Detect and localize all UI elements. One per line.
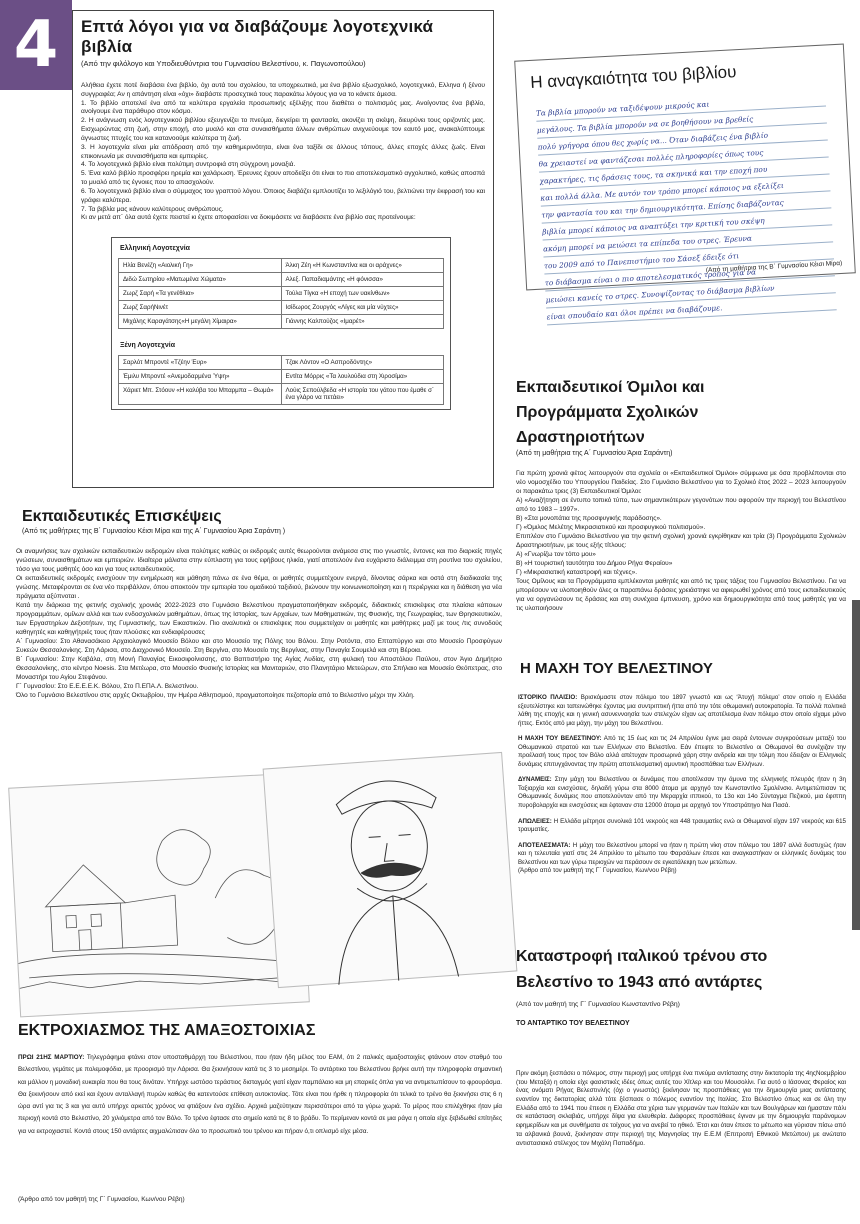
page-number: 4: [0, 0, 72, 90]
table-row: [119, 301, 444, 315]
paragraph: Α) «Γνωρίζω τον τόπο μου»: [516, 550, 596, 558]
book-cell: Γιάννης Καλπούζος «Ιμαρέτ»: [281, 315, 444, 329]
paragraph: Τους Ομίλους και τα Προγράμματα εμπλέκονται μαθητές και από τις τρεις τάξεις του Γυμνασίου Βελεστίνου. Για να μπορέσουν να υλοποιηθούν όλες οι παραπάνω δράσεις χρειάστηκε να αφιερωθεί χρόνος από τους εκπαιδευτικούς για να οργανώσουν τις δράσεις και στη συνέχεια έμπνευση, χρόνο και δημιουργικότητα από τους μαθητές για να τις υλοποιήσουν: [516, 577, 846, 612]
article-title: Επτά λόγοι για να διαβάζουμε λογοτεχνικά βιβλία: [81, 17, 434, 56]
battle-title: Η ΜΑΧΗ ΤΟΥ ΒΕΛΕΣΤΙΝΟΥ: [520, 660, 713, 677]
clubs-title-line-3: Δραστηριοτήτων: [516, 428, 645, 446]
clubs-title-line-1: Εκπαιδευτικοί Όμιλοι και: [516, 379, 705, 396]
table-row: [119, 315, 444, 329]
paragraph: Επιπλέον στο Γυμνάσιο Βελεστίνου για την φετινή σχολική χρονιά εγκρίθηκαν και τρία (3) Προγράμματα Σχολικών Δραστηριοτήτων, με τους εξής τίτλους:: [516, 532, 846, 549]
paragraph-label: ΔΥΝΑΜΕΙΣ:: [518, 776, 552, 784]
book-cell: Ζωρζ ΣαρήΝινέτ: [119, 301, 282, 315]
note-line: βιβλία μπορεί κάποιος να αναπτύξει την κριτική του σκέψη: [542, 208, 832, 240]
paragraph-text: Από τις 15 έως και τις 24 Απριλίου έγινε μια σειρά έντονων συγκρούσεων μεταξύ του Οθωμανικού στρατού και των Ελλήνων στο Βελεστίνο. Εάν έπεφτε το Βελεστίνο οι Οθωμανοί θα συνέχιζαν την προέλασή τους προς τον Βόλο αλλά απέτυχαν προσωρινά χάρη στην ανδρεία και την τόλμη που έδειξαν οι Ελληνικές δυνάμεις επιτυγχάνοντας την πρώτη αποτελεσματική αμυντική προσπάθεια των Ελλήνων.: [518, 735, 846, 768]
battle-paragraph: [518, 818, 846, 835]
battle-paragraph: [518, 776, 846, 810]
table-row: [119, 384, 444, 405]
note-line: την φαντασία του και την δημιουργικότητα. Επίσης διαβάζοντας: [541, 191, 831, 223]
train-heading: ΤΟ ΑΝΤΑΡΤΙΚΟ ΤΟΥ ΒΕΛΕΣΤΙΝΟΥ: [516, 1020, 630, 1028]
train-subtitle: (Από τον μαθητή της Γ΄ Γυμνασίου Κωνσταντίνο Ρέβη): [516, 1001, 680, 1009]
paragraph: Γ) «Μικρασιατική καταστροφή και τέχνες».: [516, 568, 638, 576]
paragraph: Α) «Αναζήτηση σε έντυπο τοπικό τύπο, των σημαντικότερων γεγονότων που αφορούν την περιοχή του Βελεστίνου από το 1983 – 1997».: [516, 496, 846, 513]
portrait-sketch: [263, 752, 518, 988]
visits-body: [16, 548, 502, 700]
paragraph: Γ΄ Γυμνασίου: Στο Ε.Ε.Ε.Ε.Κ. Βόλου, Στο Π.ΕΠΑ.Λ. Βελεστίνου.: [16, 682, 199, 690]
book-cell: Χάριετ Μπ. Στόουν «Η καλύβα του Μπαρμπα – Θωμά»: [119, 384, 282, 405]
foreign-literature-table: [118, 355, 444, 405]
clubs-subtitle: (Από τη μαθήτρια της Α΄ Γυμνασίου Άρια Σαράντη): [516, 450, 673, 458]
note-line: χαρακτήρες, τις δράσεις τους, τα σκηνικά και την εποχή που: [539, 157, 829, 189]
portrait-sketch-drawing: [264, 753, 519, 989]
foreign-literature-heading: Ξένη Λογοτεχνία: [120, 342, 176, 350]
closing-paragraph: Κι αν μετά απ΄ όλα αυτά έχετε πειστεί κι έχετε αποφασίσει να δοκιμάσετε να διαβάσετε ένα βιβλίο σας προτείνουμε:: [81, 214, 416, 222]
greek-literature-table: [118, 258, 444, 329]
paragraph: Όλο το Γυμνάσιο Βελεστίνου στις αρχές Οκτωβρίου, την Ημέρα Αθλητισμού, πραγματοποίησε πεζοπορία από το Βελεστίνο μέχρι την Χλόη.: [16, 691, 415, 699]
book-cell: Τούλα Τίγκα «Η εποχή των υακίνθων»: [281, 287, 444, 301]
reason-item: 4. Το λογοτεχνικό βιβλίο είναι πολύτιμη συντροφιά στη σύγχρονη μοναξιά.: [81, 161, 296, 169]
visits-title: Εκπαιδευτικές Επισκέψεις: [22, 508, 222, 525]
paragraph: Β) «Στα μονοπάτια της προσφυγικής παράδοσης».: [516, 514, 662, 522]
article-seven-reasons: [72, 10, 494, 488]
train-title-line-1: Καταστροφή ιταλικού τρένου στο: [516, 948, 768, 965]
paragraph: Γ) «Όμιλος Μελέτης Μικρασιατικού και προσφυγικού πολιτισμού».: [516, 523, 706, 531]
table-row: [119, 356, 444, 370]
clubs-title-line-2: Προγράμματα Σχολικών: [516, 403, 699, 421]
book-cell: Αλεξ. Παπαδιαμάντης «Η φόνισσα»: [281, 273, 444, 287]
battle-byline: (Άρθρο από τον μαθητή της Γ΄ Γυμνασίου, Κων/νου Ρέβη): [518, 867, 677, 875]
reason-item: 5. Ένα καλό βιβλίο προσφέρει ηρεμία και χαλάρωση. Έρευνες έχουν αποδείξει ότι είναι το πιο αποτελεσματικό αγχολυτικό, καθώς αποσπά το μυαλό από τις έγνοιες που το απασχολούν.: [81, 170, 485, 187]
reason-item: 7. Τα βιβλία μας κάνουν καλύτερους ανθρώπους.: [81, 205, 224, 213]
book-cell: Μιχάλης Καραγάτσης«Η μεγάλη Χίμαιρα»: [119, 315, 282, 329]
table-row: [119, 370, 444, 384]
note-line: Τα βιβλία μπορούν να ταξιδέψουν μικρούς και: [536, 90, 826, 122]
battle-body: [518, 694, 846, 876]
derailment-body: [18, 1052, 502, 1138]
paragraph-label: ΙΣΤΟΡΙΚΟ ΠΛΑΙΣΙΟ:: [518, 694, 578, 701]
clubs-article: [516, 376, 846, 457]
paragraph-label: ΠΡΩΙ 21ΗΣ ΜΑΡΤΙΟΥ:: [18, 1054, 85, 1061]
battle-paragraph: [518, 694, 846, 728]
battle-paragraph: [518, 842, 846, 868]
paragraph-text: Βρισκόμαστε στον πόλεμο του 1897 γνωστό και ως ‘Άτυχή πόλεμο’ στον οποίο η Ελλάδα εξευτελίστηκε και ταπεινώθηκε έχοντας μια συντριπτική ήττα από την τότε οθωμανική αυτοκρατορία. Τα πολλά πολιτικά λάθη της εποχής και η γενική ασυνεννοησία των στελεχών είχαν ως αποτέλεσμα έναν πόλεμο στον οποίο είχαμε μόνο ήττες. Εκτός από μια μάχη, την μάχη του Βελεστίνου.: [518, 694, 846, 727]
paragraph-text: Στην μάχη του Βελεστίνου οι δυνάμεις που αποτέλεσαν την άμυνα της ελληνικής πλευράς ήταν η 3η Ταξιαρχία και ενισχύσεις, δηλαδή γύρω στα 8000 άτομα με αρχηγό τον Κωνσταντίνο Σμολένσκι. Αντιμετώπισαν τις Οθωμανικές δυνάμεις που αποτελούνταν από την Μεραρχία ιππικού, το 13ο και 14ο Σύνταγμα Πεζικού, μια έφιππη πυροβολαρχία και ενισχύσεις και έφταναν στα 12000 άτομα με αρχηγό τον Υποστράτηγο Ναι Πασά.: [518, 776, 846, 810]
book-recommendations: [111, 237, 451, 410]
train-body: Πριν ακόμη ξεσπάσει ο πόλεμος, στην περιοχή μας υπήρχε ένα πνεύμα αντίστασης στην δικτατορία της 4ηςΝοεμβρίου (του Μεταξά) η οποία είχε φασιστικές ιδέες όπως αυτές του Χίτλερ και του Μουσολίνι. Για αυτό ο Ιάσονας Φεραίος και ένας ονόματι Ρήγας Βελεστινλής (όχι ο γνωστός) ξεκίνησαν τις προσπάθειες για την δημιουργία μιας αντίστασης εναντίον της δικτατορίας αλλά τότε ξέσπασε ο πόλεμος εναντίον της Ιταλίας. Στο Βελεστίνο όπως και σε όλη την Ελλάδα από το 1941 που έπεσε η Ελλάδα στα χέρια των γερμανών των Ιταλών και των Βουλγάρων και ήμασταν πάλι σε κατάσταση σκλαβιάς, υπήρχε δίψα για ελευθερία. Διάφορες προσπάθειες έγιναν με την δημιουργία παράνομων εφημερίδων και με συνθήματα σε τοίχους για να ανεβεί το ηθικό. Έτσι και όταν έπεσε το μέτωπο και γύρισαν πίσω από τα αλβανικά βουνά, ξεκίνησαν στην περιοχή της Μαγνησίας την Ε.Ε.Μ (Επιτροπή Εθνικού Μετώπου) με ανώτατο αντιστασιακό στέλεχος τον Μιχάλη Παπαδήμο.: [516, 1070, 846, 1147]
derailment-title: ΕΚΤΡΟΧΙΑΣΜΟΣ ΤΗΣ ΑΜΑΞΟΣΤΟΙΧΙΑΣ: [18, 1022, 316, 1039]
page-edge-bar: [852, 600, 860, 930]
note-line: θα χρειαστεί να φαντάζεσαι πολλές πληροφορίες όπως τους: [538, 140, 828, 172]
note-line: το διάβασμα είναι ο πιο αποτελεσματικός τρόπος για να: [544, 259, 834, 291]
reason-item: 6. Το λογοτεχνικό βιβλίο είναι ο σύμμαχος του γραπτού λόγου. Όποιος διαβάζει εμπλουτίζει το λεξιλόγιό του, βελτιώνει την έκφρασή του και γράφει καλύτερα.: [81, 187, 485, 204]
paragraph: Οι αναμνήσεις των σχολικών εκπαιδευτικών εκδρομών είναι πολύτιμες καθώς οι εκδρομές αυτές θεωρούνται ανάμεσα στις πιο γνωστές, έντονες και πιο διαρκείς πηγές γνώσεων, συναισθημάτων και εμπειριών. Ιδιαίτερα μάλιστα στην εύπλαστη για τους εφήβους ηλικία, γιατί αποτελούν ένα ευχάριστο διάλειμμα στη ρουτίνα του σχολείου, τόσο για τους μαθητές όσο και για τους εκπαιδευτικούς.: [16, 548, 502, 573]
reason-item: 1. Το βιβλίο αποτελεί ένα από τα καλύτερα εργαλεία προσωπικής εξέλιξης που διαθέτει ο πολιτισμός μας. Ανοίγοντας ένα βιβλίο, ανοίγουμε ένα παράθυρο στον κόσμο.: [81, 99, 485, 116]
paragraph: Κατά την διάρκεια της φετινής σχολικής χρονιάς 2022-2023 στο Γυμνάσιο Βελεστίνου πραγματοποιήθηκαν εκδρομές, διδακτικές επισκέψεις στα πλαίσια κάποιων προγραμμάτων, ομίλων αλλά και των ενδοσχολικών μαθημάτων, όπως της Ιστορίας, των Αρχαίων, των Μαθηματικών, της Φυσικής, της Γεωγραφίας, των Θρησκευτικών, των Εργαστηρίων Δεξιοτήτων, της Γυμναστικής, των Εικαστικών. Πιο αναλυτικά οι επισκέψεις που συμμετείχαν οι μαθητές και μαθήτριες μαζί με τους /τις συνοδούς καθηγητές και καθηγήτριές τους ήταν πλούσιες και ενδιαφέρουσες: [16, 601, 502, 636]
book-cell: Ισίδωρος Ζουργός «Λίγες και μία νύχτες»: [281, 301, 444, 315]
note-line: πολύ γρήγορα όπου θες χωρίς να... Όταν διαβάζεις ένα βιβλίο: [537, 124, 827, 156]
greek-literature-heading: Ελληνική Λογοτεχνία: [120, 245, 190, 253]
paragraph: Οι εκπαιδευτικές εκδρομές ενισχύουν την ενημέρωση και μάθηση πάνω σε ένα θέμα, οι μαθητές συμμετέχουν ενεργά, δίνοντας σάρκα και οστά στη διαδικασία της γνώσης. Μεταφέρονται σε ένα νέο περιβάλλον, όπου αποκτούν την εμπειρία του ομαδικού ταξιδιού, βιώνουν την κοινωνικοποίηση και η περιέργεια και η διάθεση για νέα πράγματα αξύπνοται .: [16, 574, 502, 600]
note-line: μεγάλους. Τα βιβλία μπορούν να σε βοηθήσουν να βρεθείς: [536, 107, 826, 139]
train-title-line-2: Βελεστίνο το 1943 από αντάρτες: [516, 973, 763, 991]
book-cell: Εντίτα Μόρρις «Τα λουλούδια στη Χιροσίμα»: [281, 370, 444, 384]
table-row: [119, 287, 444, 301]
note-line: ακόμη μπορεί να μειώσει τα επίπεδα του στρες. Έρευνα: [543, 225, 833, 257]
note-caption: (Από τη μαθήτρια της Β΄ Γυμνασίου Κέισι Μίρα): [705, 259, 843, 275]
paragraph: Α΄ Γυμνασίου: Στο Αθανασάκειο Αρχαιολογικό Μουσείο Βόλου και στο Μουσείο της Πόλης του Βόλου. Στην Ροτόντα, στο Επταπύργιο και στο Μουσείο Προσφύγων Συκεών Θεσσαλονίκης. Στη Λάρισα, στο Διαχρονικό Μουσείο. Στη Βεργίνα, στο Μουσείο της Βεργίνας, στην Παναγία Σουμελά και στη Βέροια.: [16, 637, 502, 654]
paragraph: Β΄ Γυμνασίου: Στην Καβάλα, στη Μονή Παναγίας Εικοσιφοίνισσης, στο Βαπτιστήριο της Αγίας Λυδίας, στη φυλακή του Αποστόλου Παύλου, στον Άγιο Δημήτριο Θεσσαλονίκης, στο κέντρο Noesis. Στα Μετέωρα, στο Μουσείο Φυσικής Ιστορίας και Μανιταριών, στο Πλανητάριο Μετεώρων, στο Σπήλαιο και Μουσείο Θεόπετρας, στο Μοναστήρι του Αγίου Στεφάνου.: [16, 655, 502, 681]
battle-paragraph: [518, 735, 846, 769]
visits-subtitle: (Από τις μαθήτριες της Β΄ Γυμνασίου Κέισι Μίρα και της Α΄ Γυμνασίου Άρια Σαράντη ): [22, 528, 286, 535]
note-lines: [536, 90, 837, 326]
book-cell: Σαρλότ Μπροντέ «Τζέην Έυρ»: [119, 356, 282, 370]
derailment-paragraph: [18, 1052, 502, 1138]
reason-item: 2. Η ανάγνωση ενός λογοτεχνικού βιβλίου εξευγενίζει το πνεύμα, διεγείρει τη φαντασία, ακονίζει τη σκέψη, διευρύνει τους οριζοντές μας. Εισχωρώντας στη ζωή, στην εποχή, στο μυαλό και στα συναισθήματα άλλων ανθρώπων ανιχνεύουμε τον εαυτό μας, ανακαλύπτουμε άγνωστες πτυχές του και κατανοούμε καλύτερα τη ζωή.: [81, 117, 485, 142]
note-title: Η αναγκαιότητα του βιβλίου: [529, 62, 737, 92]
book-cell: Άλκη Ζέη «Η Κωνσταντίνα και οι αράχνες»: [281, 259, 444, 273]
table-row: [119, 259, 444, 273]
book-cell: Τζακ Λόντον «Ο Ασπροδόντης»: [281, 356, 444, 370]
paragraph-text: Τηλεγράφημα φτάνει στον υποσταθμάρχη του Βελεστίνου, που ήταν ήδη μέλος του ΕΑΜ, ότι 2 ιταλικές αμαξοστοιχίες φτάνουν στον σταθμό του Βελεστίνου, γεμάτες με πολεμοφόδια, με προορισμό την Λάρισα. Θα ξεκινήσουν κατά τις 3 το μεσημέρι. Το αντάρτικο του Βελεστίνου βρήκε αυτή την πληροφορία σημαντική και μάλλον η μοναδική ευκαιρία που θα τους δινόταν. Υπήρχε ωστόσο τεράστιος δισταγμός γιατί είχαν παμπάλαιο και μη επαρκές όπλα για να αντιμετωπίσουν το φρουράσμα. Θα ξεκινήσουν από εκεί και έχουν ανταλλαγή πυρών καθώς θα κατεντούσε επίθεση αυτοκτονίας. Τότε είναι που ήρθε η πληροφορία ότι τελικά το τρένο θα ξεκινήσει στις 6 η ώρα αντί για τις 3 και για αυτό υπήρχε αρκετός χρόνος να φτιάξουν ένα σχέδιο. Αρχικά μαζεύτηκαν περισσότεροι από τα γύρω χωριά. Το μέρος που επιλέχθηκε ήταν μία περιοχή κοντά στο Βελεστίνο, 20 χιλιόμετρα από τον Βόλο. Το τρένο έφτασε στο σημείο κατά τις 8 το βράδυ. Το περίμεναν κοντά σε μια ράγα η οποία είχε ξεβιδωθεί επίτηδες για να εκτροχιαστεί. Κοντά στους 150 αντάρτες αιχμαλώτισαν όλο το προσωπικό του τρένου και πήραν ό,τι οπλισμό είχε μέσα.: [18, 1054, 502, 1135]
book-cell: Έμιλυ Μπροντέ «Ανεμοδαρμένα Ύψη»: [119, 370, 282, 384]
book-cell: Ζωρζ Σαρή «Τα γενέθλια»: [119, 287, 282, 301]
note-line: και πολλά άλλα. Με αυτόν τον τρόπο μπορεί κάποιος να εξελίξει: [540, 174, 830, 206]
derailment-byline: (Άρθρο από τον μαθητή της Γ΄ Γυμνασίου, Κων/νου Ρέβη): [18, 1196, 185, 1203]
intro-paragraph: Αλήθεια έχετε ποτέ διαβάσει ένα βιβλίο, όχι αυτά του σχολείου, τα υποχρεωτικά, μα ένα βιβλίο εξωσχολικό, λογοτεχνικό, Ελληνα ή ξένου συγγραφέα; Αν η απάντηση είναι «όχι» διαβάστε προσεχτικά τους παρακάτω λόγους για να το κάνετε άμεσα.: [81, 82, 485, 98]
paragraph-label: ΑΠΟΤΕΛΕΣΜΑΤΑ:: [518, 841, 571, 849]
paragraph-text: Η μάχη του Βελεστίνου μπορεί να ήταν η πρώτη νίκη στον πόλεμο του 1897 αλλά δυστυχώς ήταν και η τελευταία γιατί στις 24 Απριλίου το μέτωπο του Φαρσάλων έπεσε και αναγκαστήκαν οι ελληνικές δυνάμεις του Βελεστίνου και των γύρω περιοχών να περάσουν σε εγκατάλειψη των μετώπων.: [518, 841, 846, 866]
book-cell: Λούις Σεπούλβεδα «Η ιστορία του γάτου που έμαθε σ΄ ένα γλάρο να πετάει»: [281, 384, 444, 405]
paragraph: Για πρώτη χρονιά φέτος λειτουργούν στα σχολεία οι «Εκπαιδευτικοί Όμιλοι» σύμφωνα με όσα προβλέπονται στο νέο νομοσχέδιο του Υπουργείου Παιδείας. Στο Γυμνάσιο Βελεστίνου για το Σχολικό έτος 2022 – 2023 λειτουργούν οι παρακάτω τρεις (3) Εκπαιδευτικοί Όμιλοι:: [516, 470, 846, 495]
book-cell: Ηλία Βενέζη «Αιολική Γη»: [119, 259, 282, 273]
paragraph: Β) «Η τουριστική ταυτότητα του Δήμου Ρήγα Φεραίου»: [516, 559, 673, 567]
paragraph-label: Η ΜΑΧΗ ΤΟΥ ΒΕΛΕΣΤΙΝΟΥ:: [518, 735, 602, 743]
book-cell: Διδώ Σωτηρίου «Ματωμένα Χώματα»: [119, 273, 282, 287]
note-line: είναι σπουδαίο και όλοι πρέπει να διαβάζουμε.: [546, 293, 836, 325]
paragraph-label: ΑΠΩΛΕΙΕΣ:: [518, 817, 552, 825]
reason-item: 3. Η λογοτεχνία είναι μία απόδραση από την καθημερινότητα, είναι ένα ταξίδι σε άλλους τόπους, άλλες εποχές άλλες ζωές. Είναι επικοινωνία με συναισθήματα και εμπειρίες.: [81, 143, 485, 160]
train-article: [516, 944, 846, 1027]
note-line: του 2009 από το Πανεπιστήμιο του Σάσεξ έδειξε ότι: [544, 242, 834, 274]
clubs-body: [516, 470, 846, 614]
table-row: [119, 273, 444, 287]
handwritten-note: [514, 44, 856, 322]
article-body: [81, 82, 485, 223]
note-line: μειώσει κανείς το στρες. Συνοψίζοντας το διάβασμα βιβλίων: [545, 276, 835, 308]
article-subtitle: (Από την φιλόλογο και Υποδιευθύντρια του Γυμνασίου Βελεστίνου, κ. Παγωνοπούλου): [81, 59, 366, 68]
paragraph-text: Η Ελλάδα μέτρησε συνολικά 101 νεκρούς και 448 τραυματίες ενώ οι Οθωμανοί είχαν 197 νεκρούς και 615 τραυματίες.: [518, 817, 846, 834]
